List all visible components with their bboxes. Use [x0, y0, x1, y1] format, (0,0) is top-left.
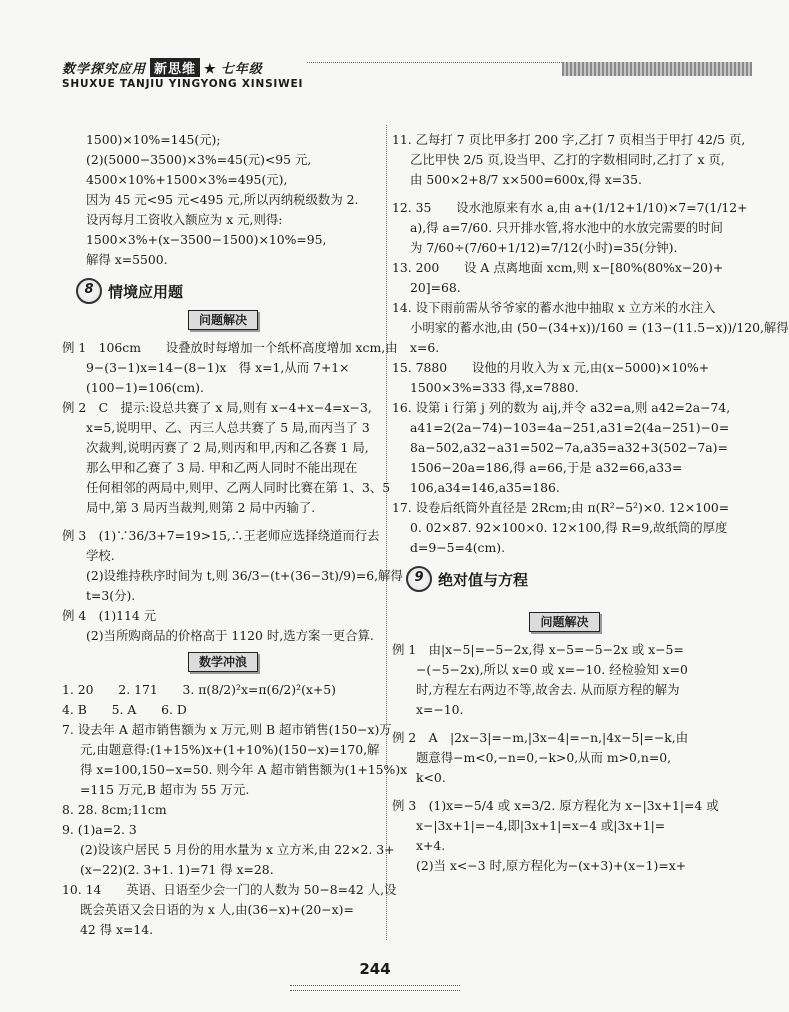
- text-line: 时,方程左右两边不等,故舍去. 从而原方程的解为: [416, 682, 680, 697]
- text-line: 那么甲和乙赛了 3 局. 甲和乙两人同时不能出现在: [86, 460, 358, 475]
- text-line: 解得 x=5500.: [86, 252, 168, 267]
- text-line: 1506−20a=186,得 a=66,于是 a32=66,a33=: [410, 460, 683, 475]
- section-title: 情境应用题: [108, 282, 184, 301]
- section-number-badge: 8: [76, 278, 102, 304]
- text-line: 1. 20 2. 171 3. π(8/2)²x=π(6/2)²(x+5): [62, 682, 336, 697]
- text-line: 17. 设卷后纸筒外直径是 2Rcm;由 π(R²−5²)×0. 12×100=: [392, 500, 730, 515]
- text-line: k<0.: [416, 770, 446, 785]
- text-line: d=9−5=4(cm).: [410, 540, 506, 555]
- page-footer: [0, 960, 750, 978]
- section-title: 绝对值与方程: [438, 570, 529, 589]
- section-heading-9: [406, 566, 737, 592]
- text-line: 例 4 (1)114 元: [62, 608, 157, 623]
- text-line: (2)当所购商品的价格高于 1120 时,选方案一更合算.: [86, 628, 374, 643]
- text-line: x=−10.: [416, 702, 464, 717]
- text-line: x−|3x+1|=−4,即|3x+1|=x−4 或|3x+1|=: [416, 818, 666, 833]
- text-line: (2)当 x<−3 时,原方程化为−(x+3)+(x−1)=x+: [416, 858, 687, 873]
- text-line: 例 2 C 提示:设总共赛了 x 局,则有 x−4+x−4=x−3,: [62, 400, 372, 415]
- page-number: 244: [359, 960, 391, 978]
- text-line: 13. 200 设 A 点离地面 xcm,则 x−[80%(80%x−20)+: [392, 260, 724, 275]
- text-line: (x−22)(2. 3+1. 1)=71 得 x=28.: [80, 862, 274, 877]
- text-line: 20]=68.: [410, 280, 461, 295]
- page-header: [62, 48, 752, 108]
- section-number-badge: 9: [406, 566, 432, 592]
- text-line: 题意得−m<0,−n=0,−k>0,从而 m>0,n=0,: [416, 750, 672, 765]
- subheading-label: 数学冲浪: [188, 652, 258, 672]
- text-line: −(−5−2x),所以 x=0 或 x=−10. 经检验知 x=0: [416, 662, 688, 677]
- text-line: 任何相邻的两局中,则甲、乙两人同时比赛在第 1、3、5: [86, 480, 391, 495]
- series-title-text: 数学探究应用: [62, 62, 147, 77]
- series-title: [62, 58, 263, 77]
- text-line: (2)设该户居民 5 月份的用水量为 x 立方米,由 22×2. 3+: [80, 842, 395, 857]
- text-line: 由 500×2+8/7 x×500=600x,得 x=35.: [410, 172, 642, 187]
- text-line: x=6.: [410, 340, 440, 355]
- text-line: 得 x=100,150−x=50. 则今年 A 超市销售额为(1+15%)x: [80, 762, 408, 777]
- text-line: 8a−502,a32−a31=502−7a,a35=a32+3(502−7a)=: [410, 440, 728, 455]
- text-line: x+4.: [416, 838, 446, 853]
- text-line: (100−1)=106(cm).: [86, 380, 204, 395]
- column-divider: [386, 125, 387, 940]
- text-line: 0. 02×87. 92×100×0. 12×100,得 R=9,故纸筒的厚度: [410, 520, 728, 535]
- subheading-label: 问题解决: [529, 612, 599, 632]
- text-line: 7. 设去年 A 超市销售额为 x 万元,则 B 超市销售(150−x)万: [62, 722, 392, 737]
- section-heading-8: [76, 278, 384, 304]
- text-line: 乙比甲快 2/5 页,设当甲、乙打的字数相同时,乙打了 x 页,: [410, 152, 725, 167]
- text-line: 小明家的蓄水池,由 (50−(34+x))/160 = (13−(11.5−x))/120,解得: [410, 320, 789, 335]
- text-line: 例 3 (1)∵36/3+7=19>15,∴王老师应选择绕道而行去: [62, 528, 380, 543]
- text-line: 局中,第 3 局丙当裁判,则第 2 局中丙输了.: [86, 500, 316, 515]
- header-decorative-bar: [562, 62, 752, 76]
- text-line: 9−(3−1)x=14−(8−1)x 得 x=1,从而 7+1×: [86, 360, 350, 375]
- text-line: 10. 14 英语、日语至少会一门的人数为 50−8=42 人,设: [62, 882, 397, 897]
- series-strong-title: 新思维: [150, 58, 200, 77]
- text-line: 1500)×10%=145(元);: [86, 132, 221, 147]
- grade-label: 七年级: [220, 62, 263, 77]
- text-line: 4500×10%+1500×3%=495(元),: [86, 172, 288, 187]
- star-icon: ★: [204, 62, 217, 77]
- text-line: 8. 28. 8cm;11cm: [62, 802, 167, 817]
- text-line: 因为 45 元<95 元<495 元,所以丙纳税级数为 2.: [86, 192, 359, 207]
- subheading-box: [62, 652, 384, 672]
- text-line: (2)(5000−3500)×3%=45(元)<95 元,: [86, 152, 312, 167]
- text-line: 例 3 (1)x=−5/4 或 x=3/2. 原方程化为 x−|3x+1|=4 或: [392, 798, 719, 813]
- series-pinyin: SHUXUE TANJIU YINGYONG XINSIWEI: [62, 78, 304, 90]
- text-line: (2)设维持秩序时间为 t,则 36/3−(t+(36−3t)/9)=6,解得: [86, 568, 403, 583]
- text-line: 11. 乙每打 7 页比甲多打 200 字,乙打 7 页相当于甲打 42/5 页,: [392, 132, 746, 147]
- text-line: 既会英语又会日语的为 x 人,由(36−x)+(20−x)=: [80, 902, 354, 917]
- text-line: 学校.: [86, 548, 115, 563]
- text-line: 16. 设第 i 行第 j 列的数为 aij,并令 a32=a,则 a42=2a−74,: [392, 400, 731, 415]
- right-column: [392, 130, 789, 876]
- text-line: 1500×3%+(x−3500−1500)×10%=95,: [86, 232, 327, 247]
- text-line: 例 2 A |2x−3|=−m,|3x−4|=−n,|4x−5|=−k,由: [392, 730, 689, 745]
- left-column: [62, 130, 408, 940]
- text-line: 次裁判,说明丙赛了 2 局,则丙和甲,丙和乙各赛 1 局,: [86, 440, 369, 455]
- text-line: 15. 7880 设他的月收入为 x 元,由(x−5000)×10%+: [392, 360, 710, 375]
- text-line: 例 1 106cm 设叠放时每增加一个纸杯高度增加 xcm,由: [62, 340, 398, 355]
- text-line: 42 得 x=14.: [80, 922, 154, 937]
- text-line: a),得 a=7/60. 只开排水管,将水池中的水放完需要的时间: [410, 220, 723, 235]
- text-line: 设丙每月工资收入额应为 x 元,则得:: [86, 212, 283, 227]
- text-line: 106,a34=146,a35=186.: [410, 480, 560, 495]
- text-line: 1500×3%=333 得,x=7880.: [410, 380, 579, 395]
- footer-rule: [290, 985, 460, 991]
- text-line: 4. B 5. A 6. D: [62, 702, 187, 717]
- text-line: a41=2(2a−74)−103=4a−251,a31=2(4a−251)−0=: [410, 420, 730, 435]
- text-line: 14. 设下雨前需从爷爷家的蓄水池中抽取 x 立方米的水注入: [392, 300, 716, 315]
- text-line: =115 万元,B 超市为 55 万元.: [80, 782, 250, 797]
- text-line: x=5,说明甲、乙、丙三人总共赛了 5 局,而丙当了 3: [86, 420, 370, 435]
- text-line: t=3(分).: [86, 588, 136, 603]
- text-line: 例 1 由|x−5|=−5−2x,得 x−5=−5−2x 或 x−5=: [392, 642, 684, 657]
- subheading-label: 问题解决: [188, 310, 258, 330]
- subheading-box: [62, 310, 384, 330]
- text-line: 9. (1)a=2. 3: [62, 822, 137, 837]
- text-line: 为 7/60÷(7/60+1/12)=7/12(小时)=35(分钟).: [410, 240, 678, 255]
- subheading-box: [392, 612, 737, 632]
- text-line: 12. 35 设水池原来有水 a,由 a+(1/12+1/10)×7=7(1/12+: [392, 200, 748, 215]
- text-line: 元,由题意得:(1+15%)x+(1+10%)(150−x)=170,解: [80, 742, 380, 757]
